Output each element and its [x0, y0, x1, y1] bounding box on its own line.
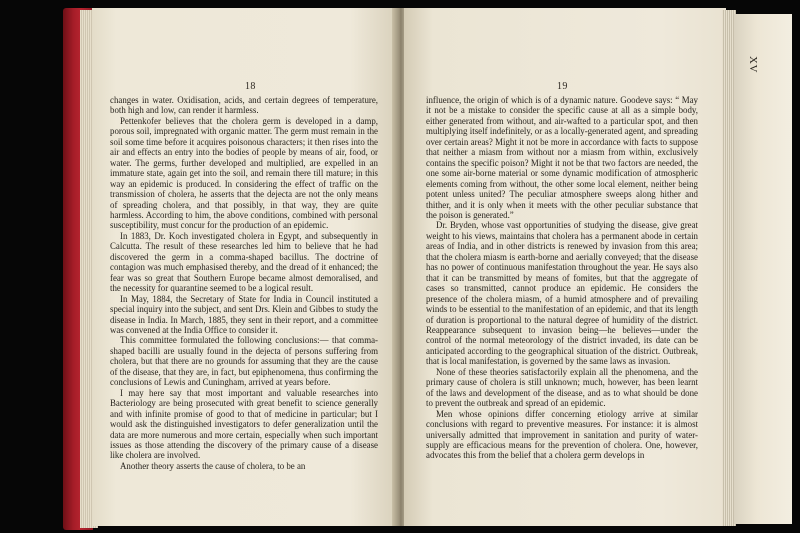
paragraph: Another theory asserts the cause of cholera, to be an [120, 460, 306, 471]
paragraph: changes in water. Oxidisation, acids, and certain degrees of temperature, both high and low, can render it harmless. [110, 95, 378, 116]
paragraph: influence, the origin of which is of a dynamic nature. Goodeve says: “ May it not be a mistake to consider the specific cause at all as a simple body, either generated from without, and air-wafted to a particular spot, and then multiplying itself indefinitely, or as a locally-generated agent, and spreading over certain areas? Might it not be more in accordance with facts to suppose that neither a miasm from without nor a miasm from within, exclusively contains the specific poison? Might it not be that two factors are needed, the one some air-borne material or some dynamic modification of atmospheric elements coming from without, the other some local element, neither being potent unless united? The peculiar atmosphere sweeps along hither and thither, and it is only when it meets with the other peculiar substance that the poison is generated.” [426, 95, 698, 220]
left-page-body [110, 95, 378, 471]
left-page [92, 8, 396, 526]
paragraph: In May, 1884, the Secretary of State for India in Council instituted a special inquiry into the subject, and sent Drs. Klein and Gibbes to study the disease in India. In March, 1885, they sent in their report, and a committee was convened at the India Office to consider it. [110, 293, 378, 335]
right-page-number: 19 [557, 81, 568, 92]
paragraph: Pettenkofer believes that the cholera germ is developed in a damp, porous soil, impregnated with organic matter. The germ must remain in the soil some time before it acquires poisonous characters; it then rises into the air and effects an entry into the bodies of people by means of air, food, or water. The germs, further developed and multiplied, are expelled in an immature state, again get into the soil, and remain there till mature; in this way an epidemic is produced. In considering the effect of traffic on the transmission of cholera, he asserts that the dejecta are not the only means of spreading cholera, and that possibly, in that way, they are quite harmless. According to him, the above conditions, combined with personal susceptibility, must concur for the production of an epidemic. [110, 115, 378, 231]
paragraph: Dr. Bryden, whose vast opportunities of studying the disease, give great weight to his views, maintains that cholera has a permanent abode in certain areas of India, and in other districts is renewed by invasion from this area; that the cholera miasm is earth-borne and aerially conveyed; that the disease has no power of continuous manifestation throughout the year. He says also that it can be transmitted by means of fomites, but that the aggregate of cases so transmitted, cannot produce an epidemic. He considers the presence of the cholera miasm, of a humid atmosphere and of prevailing winds to be essential to the manifestation of an epidemic, and that its length of duration is proportional to the natural degree of humidity of the district. Reappearance subsequent to invasion being—he believes—under the control of the normal meteorology of the district invaded, its date can be anticipated according to the geographical situation of the district. Outbreak, that is local manifestation, is governed by the same laws as invasion. [426, 220, 698, 367]
right-page-body [426, 95, 698, 461]
left-page-number: 18 [245, 81, 256, 92]
right-page [404, 8, 726, 526]
paragraph: In 1883, Dr. Koch investigated cholera in Egypt, and subsequently in Calcutta. The result of these researches led him to believe that he had discovered the germ in a comma-shaped bacillus. The doctrine of contagion was much emphasised thereby, and the dread of it enhanced; the fear was so great that Southern Europe became almost demoralised, and the necessity for quarantine seemed to be a logical result. [110, 230, 378, 294]
paragraph: This committee formulated the following conclusions:— that comma-shaped bacilli are usually found in the dejecta of persons suffering from cholera, but that there are no grounds for assuming that they are the cause of the disease, that they are, in fact, but epiphenomena, thus confirming the conclusions of Lewis and Cuningham, arrived at years before. [110, 335, 378, 388]
paragraph: I may here say that most important and valuable researches into Bacteriology are being prosecuted with great benefit to science generally and with infinite promise of good to that of medicine in particular; but I would ask the distinguished investigators to defer generalization until the data are more numerous and more certain, especially when such important issues as those attending the discovery of the primary cause of a disease like cholera are involved. [110, 387, 378, 461]
paragraph: Men whose opinions differ concerning etiology arrive at similar conclusions with regard to preventive measures. For instance: it is almost universally admitted that improvement in sanitation and purity of water-supply are efficacious means for the prevention of cholera. One, however, advocates this from the belief that a cholera germ develops in [426, 408, 698, 461]
paragraph: None of these theories satisfactorily explain all the phenomena, and the primary cause of cholera is still unknown; much, however, has been learnt of the laws and development of the disease, and as to what should be done to prevent the outbreak and spread of an epidemic. [426, 366, 698, 409]
adjacent-page-fragment: XV [747, 56, 759, 73]
